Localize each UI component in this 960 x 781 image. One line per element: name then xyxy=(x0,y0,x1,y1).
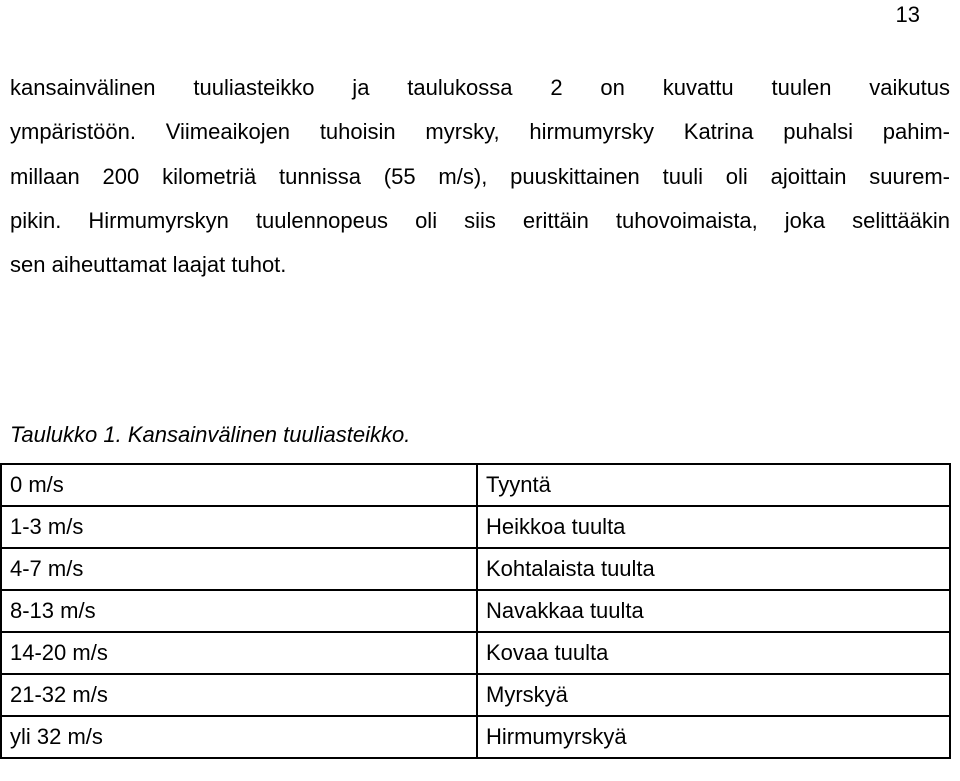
wind-speed-cell: 21-32 m/s xyxy=(1,674,477,716)
paragraph-line: sen aiheuttamat laajat tuhot. xyxy=(10,252,287,277)
wind-description-cell: Heikkoa tuulta xyxy=(477,506,950,548)
wind-description-cell: Myrskyä xyxy=(477,674,950,716)
wind-speed-cell: 14-20 m/s xyxy=(1,632,477,674)
wind-speed-cell: 8-13 m/s xyxy=(1,590,477,632)
wind-description-cell: Tyyntä xyxy=(477,464,950,506)
table-row xyxy=(1,548,950,590)
table-row xyxy=(1,590,950,632)
wind-speed-cell: 4-7 m/s xyxy=(1,548,477,590)
wind-description-cell: Kovaa tuulta xyxy=(477,632,950,674)
table-row xyxy=(1,674,950,716)
table-row xyxy=(1,506,950,548)
paragraph-line: ympäristöön. Viimeaikojen tuhoisin myrsky, hirmumyrsky Katrina puhalsi pahim- xyxy=(10,119,950,144)
wind-description-cell: Kohtalaista tuulta xyxy=(477,548,950,590)
wind-scale-table xyxy=(0,463,951,759)
wind-speed-cell: 0 m/s xyxy=(1,464,477,506)
page-number: 13 xyxy=(895,2,920,27)
table-row xyxy=(1,716,950,758)
table-caption: Taulukko 1. Kansainvälinen tuuliasteikko. xyxy=(10,422,411,447)
wind-speed-cell: 1-3 m/s xyxy=(1,506,477,548)
wind-description-cell: Hirmumyrskyä xyxy=(477,716,950,758)
table-row xyxy=(1,632,950,674)
wind-description-cell: Navakkaa tuulta xyxy=(477,590,950,632)
paragraph-line: pikin. Hirmumyrskyn tuulennopeus oli siis erittäin tuhovoimaista, joka selittääkin xyxy=(10,208,950,233)
table-row xyxy=(1,464,950,506)
wind-speed-cell: yli 32 m/s xyxy=(1,716,477,758)
paragraph-line: millaan 200 kilometriä tunnissa (55 m/s), puuskittainen tuuli oli ajoittain suurem- xyxy=(10,164,950,189)
paragraph-line: kansainvälinen tuuliasteikko ja taulukossa 2 on kuvattu tuulen vaikutus xyxy=(10,75,950,100)
